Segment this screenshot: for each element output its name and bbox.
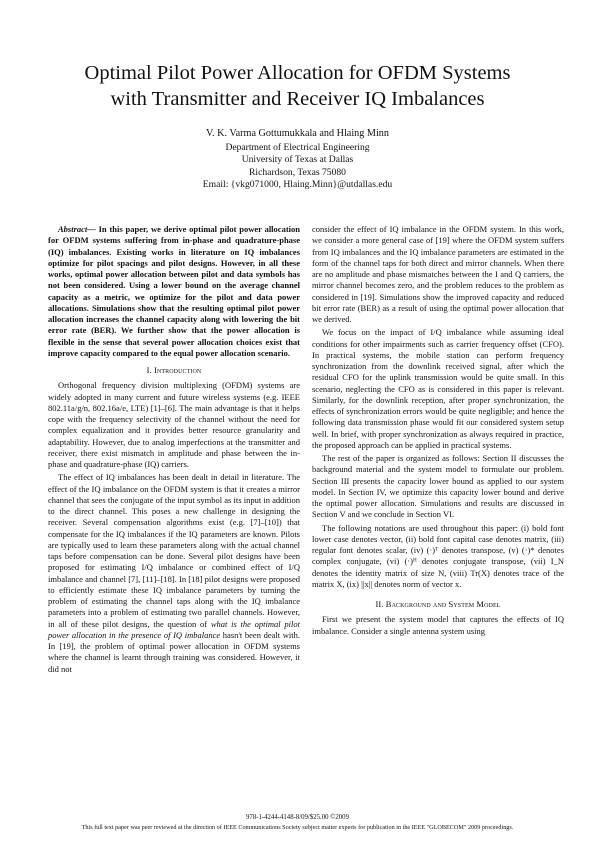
abstract-lead: Abstract	[58, 224, 88, 234]
emphasized-text: what is the optimal pilot power allocation in the presence of IQ imbalance	[48, 618, 300, 640]
author-block	[60, 128, 535, 192]
left-column	[48, 224, 300, 677]
author-email: Email: {vkg071000, Hlaing.Minn}@utdallas.edu	[202, 179, 393, 191]
footer-peer-review-note: This full text paper was peer reviewed at the direction of IEEE Communications Society subject matter experts for publication in the IEEE "GLOBECOM" 2009 proceedings.	[81, 824, 514, 831]
body-paragraph: First we present the system model that captures the effects of IQ imbalance. Consider a single antenna system using	[312, 614, 564, 636]
body-paragraph: The rest of the paper is organized as follows: Section II discusses the background material and the system model to formulate our problem. Section III presents the capacity lower bound as applied to our system model. In Section IV, we optimize this capacity lower bound and derive the optimal power allocation. Simulations and results are discussed in Section V and we conclude in Section VI.	[312, 453, 564, 520]
body-paragraph	[48, 472, 300, 675]
affiliation-line: Richardson, Texas 75080	[249, 166, 346, 178]
author-names: V. K. Varma Gottumukkala and Hlaing Minn	[206, 128, 389, 139]
body-paragraph: consider the effect of IQ imbalance in the OFDM system. In this work, we consider a more general case of [19] where the OFDM system suffers from IQ imbalances and the IQ imbalance parameters are estimated in the form of the channel taps for both direct and mirror channels. When there are no amplitude and phase mismatches between the I and Q carriers, the mirror channel becomes zero, and the problem reduces to the problem as considered in [19]. Simulations show the improved capacity and reduced bit error rate (BER) as a result of using the optimal power allocation that we derived.	[312, 224, 564, 324]
paragraph-text: hasn't been dealt with. In [19], the problem of optimal power allocation in OFDM systems where the channel is learnt through training was considered. However, it did not	[48, 629, 301, 674]
section-heading-background: II. Background and System Model	[375, 599, 501, 609]
title-line-1: Optimal Pilot Power Allocation for OFDM Systems	[84, 62, 511, 84]
affiliation-line: Department of Electrical Engineering	[225, 141, 370, 153]
abstract	[48, 224, 300, 359]
paper-title	[30, 60, 565, 112]
abstract-body: — In this paper, we derive optimal pilot power allocation for OFDM systems suffering from in-phase and quadrature-phase (IQ) imbalances. Existing works in literature on IQ imbalances optimize for pilot spacings and pilot designs. However, in all these works, optimal power allocation between pilot and data symbols has not been considered. Using a lower bound on the average channel capacity as a metric, we optimize for the pilot and data power allocations. Simulations show that the resulting optimal pilot power allocation increases the channel capacity along with lowering the bit error rate (BER). We further show that the power allocation is flexible in the sense that several power allocation choices exist that improve capacity compared to the equal power allocation scenario.	[48, 224, 300, 358]
body-paragraph: We focus on the impact of I/Q imbalance while assuming ideal conditions for other impairments such as carrier frequency offset (CFO). In practical systems, the mobile station can perform frequency synchronization from the downlink received signal, after which the residual CFO for the uplink transmission would be quite small. In this scenario, neglecting the CFO as is considered in this paper is relevant. Similarly, for the downlink reception, after proper synchronization, the effects of synchronization errors would be quite negligible; and hence the following data transmission phase would fit our considered system setup well. In brief, with proper synchronization as always required in practice, the proposed approach can be applied in practical systems.	[312, 327, 564, 450]
footer-isbn: 978-1-4244-4148-8/09/$25.00 ©2009	[246, 814, 349, 821]
affiliation-line: University of Texas at Dallas	[241, 154, 354, 166]
title-line-2: with Transmitter and Receiver IQ Imbalances	[110, 88, 485, 110]
section-heading-introduction: I. Introduction	[146, 365, 202, 375]
paragraph-text: The effect of IQ imbalances has been dealt in detail in literature. The effect of the IQ imbalance on the OFDM system is that it creates a mirror channel that sees the conjugate of the input symbol as its input in addition to the direct channel. This poses a new challenge in designing the receiver. Several compensation algorithms exist (e.g. [7]–[10]) that compensate for the IQ imbalances if the IQ parameters are known. Pilots are typically used to learn these parameters along with the actual channel taps before compensation can be done. Several pilot designs have been proposed for estimating I/Q imbalance or combined effect of I/Q imbalance and channel [7], [11]–[18]. In [18] pilot designs were proposed to efficiently estimate these IQ imbalance parameters by turning the problem of estimating the channel taps along with the IQ imbalance parameters into a problem of estimating two parallel channels. However, in all of these pilot designs, the question of	[48, 472, 300, 629]
right-column	[312, 224, 564, 639]
body-paragraph: Orthogonal frequency division multiplexing (OFDM) systems are widely adopted in many current and future wireless systems (e.g. IEEE 802.11a/g/n, 802.16a/e, LTE) [1]–[6]. The main advantage is that it helps cope with the frequency selectivity of the channel without the need for complex equalization and it provides better resource granularity and adaptability. However, due to analog imperfections at the transmitter and receiver, there exist mismatch in amplitude and phase between the in-phase and quadrature-phase (IQ) carriers.	[48, 380, 300, 469]
body-paragraph: The following notations are used throughout this paper: (i) bold font lower case denotes vector, (ii) bold font capital case denotes matrix, (iii) regular font denotes scalar, (iv) (·)ᵀ denotes transpose, (v) (·)* denotes complex conjugate, (vi) (·)ᴴ denotes conjugate transpose, (vii) I_N denotes the identity matrix of size N, (viii) Tr(X) denotes trace of the matrix X, (ix) ||x|| denotes norm of vector x.	[312, 522, 564, 589]
